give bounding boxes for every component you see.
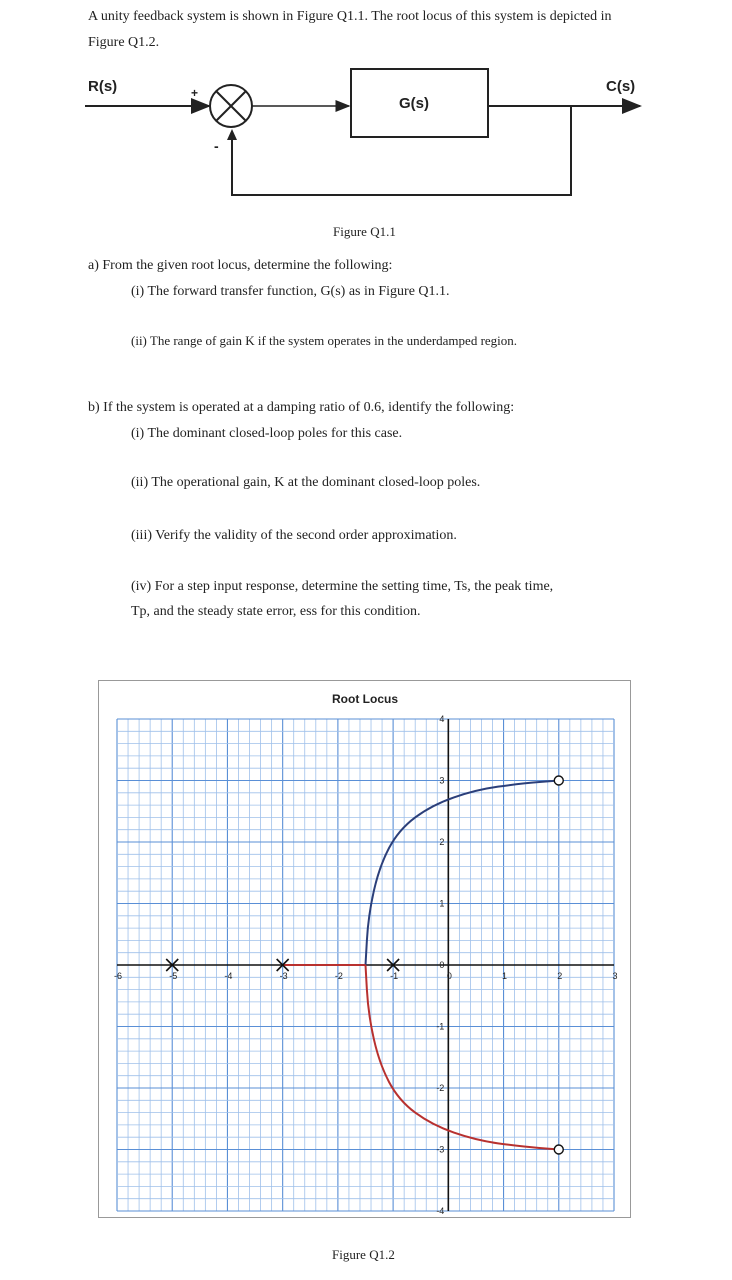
- input-label: R(s): [88, 78, 118, 95]
- locus-branch: [366, 781, 559, 966]
- intro-line-2: Figure Q1.2.: [88, 35, 160, 50]
- question-a-intro: a) From the given root locus, determine the following:: [88, 258, 393, 273]
- figure-q1-1-caption: Figure Q1.1: [333, 224, 396, 239]
- question-b-ii: (ii) The operational gain, K at the dominant closed-loop poles.: [131, 475, 481, 490]
- x-tick-label: -2: [334, 971, 343, 981]
- y-tick-label: 3: [439, 775, 445, 786]
- y-tick-label: -2: [436, 1083, 445, 1093]
- question-b-iv-line-2: Tp, and the steady state error, ess for this condition.: [131, 604, 421, 619]
- question-b-intro: b) If the system is operated at a damping ratio of 0.6, identify the following:: [88, 400, 515, 415]
- feedback-arrowhead: [227, 129, 237, 140]
- x-tick-label: 3: [612, 971, 618, 981]
- root-locus-plot: [99, 681, 632, 1219]
- x-tick-label: -4: [224, 971, 233, 981]
- root-locus-figure: [98, 680, 631, 1218]
- figure-q1-2-caption: Figure Q1.2: [332, 1247, 395, 1262]
- x-tick-label: 1: [502, 971, 508, 981]
- locus-branch: [366, 965, 559, 1150]
- x-tick-label: 0: [446, 971, 452, 981]
- minus-sign: -: [214, 138, 219, 154]
- question-a-i: (i) The forward transfer function, G(s) as in Figure Q1.1.: [131, 284, 450, 299]
- x-tick-label: -3: [279, 971, 288, 981]
- y-tick-label: 2: [439, 837, 445, 847]
- x-tick-label: -5: [169, 971, 178, 981]
- question-b-iii: (iii) Verify the validity of the second order approximation.: [131, 528, 457, 543]
- y-tick-label: 0: [439, 960, 445, 970]
- zero-marker: [554, 1145, 563, 1154]
- y-tick-label: 1: [439, 898, 445, 909]
- summing-junction: [210, 85, 252, 127]
- y-tick-label: -4: [436, 1206, 445, 1216]
- x-tick-label: 2: [557, 971, 563, 981]
- y-tick-label: 4: [439, 714, 445, 724]
- block-label: G(s): [399, 95, 429, 112]
- chart-title: Root Locus: [332, 692, 398, 706]
- block-diagram: [0, 0, 732, 215]
- question-b-iv-line-1: (iv) For a step input response, determine the setting time, Ts, the peak time,: [131, 579, 554, 594]
- y-tick-label: -1: [436, 1021, 445, 1032]
- plus-sign: +: [191, 86, 199, 100]
- x-tick-label: -1: [390, 971, 399, 981]
- zero-marker: [554, 776, 563, 785]
- output-label: C(s): [606, 78, 636, 95]
- question-a-ii: (ii) The range of gain K if the system operates in the underdamped region.: [131, 333, 518, 348]
- question-b-i: (i) The dominant closed-loop poles for this case.: [131, 426, 403, 441]
- x-tick-label: -6: [113, 971, 123, 981]
- y-tick-label: -3: [436, 1144, 445, 1155]
- intro-line-1: A unity feedback system is shown in Figure Q1.1. The root locus of this system is depicted in: [88, 9, 612, 24]
